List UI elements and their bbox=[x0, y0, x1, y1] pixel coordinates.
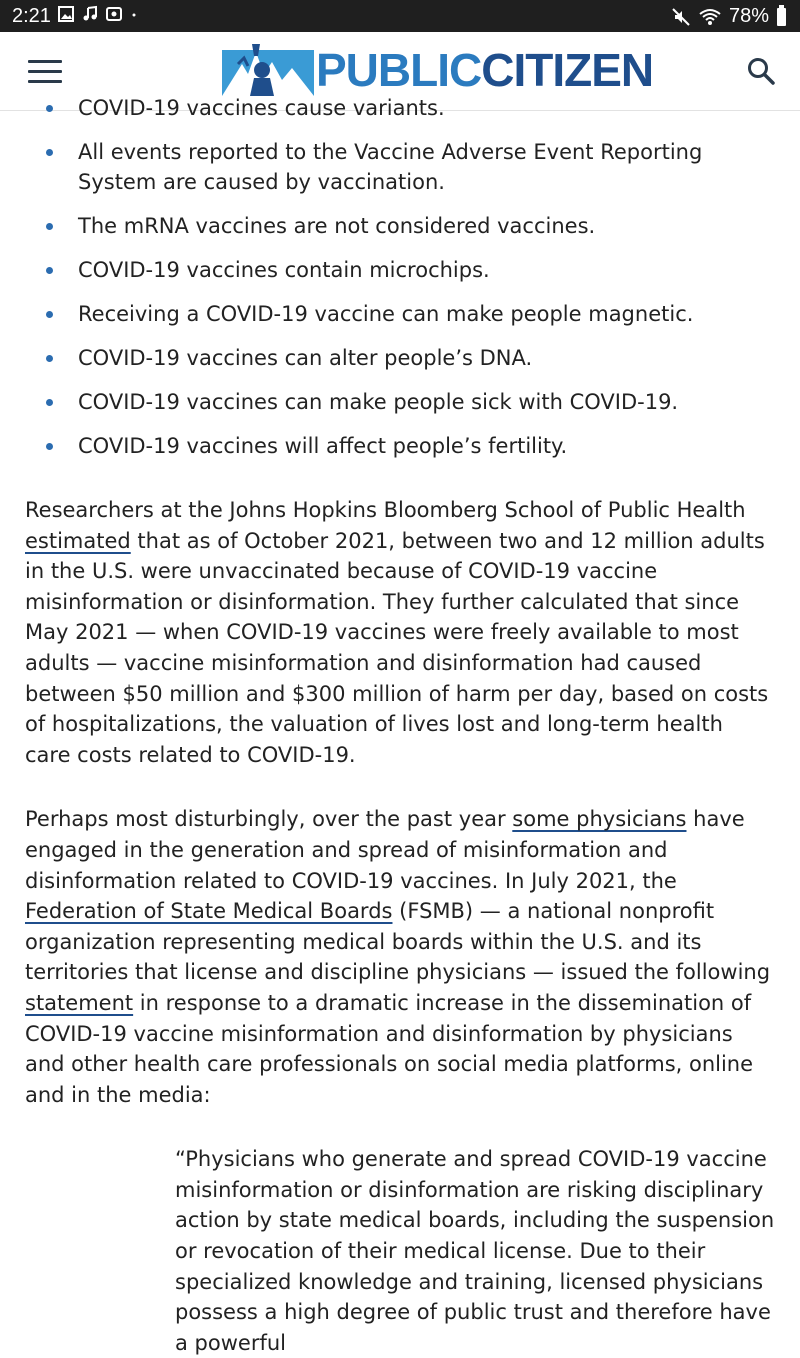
cast-icon bbox=[106, 6, 122, 22]
image-icon bbox=[58, 6, 74, 22]
text-segment: that as of October 2021, between two and 12 million adults in the U.S. were unvaccinated because of COVID-19 vaccine misinformation or disinformation. They further calculated that since May 2021 — when COVID-19 vaccines were freely available to most adults — vaccine misinformation and disinformation had caused between $50 million and $300 million of harm per day, based on costs of hospitalizations, the valuation of lives lost and long-term health care costs related to COVID-19. bbox=[25, 528, 769, 767]
status-time: 2:21 bbox=[12, 5, 51, 27]
logo-text bbox=[316, 44, 653, 96]
link-fsmb[interactable]: Federation of State Medical Boards bbox=[25, 899, 393, 924]
link-statement[interactable]: statement bbox=[25, 990, 134, 1015]
battery-icon bbox=[777, 8, 786, 26]
fsmb-quote: “Physicians who generate and spread COVID-19 vaccine misinformation or disinformation are risking disciplinary action by state medical boards, including the suspension or revocation of their medical license. Due to their specialized knowledge and training, licensed physicians possess a high degree of public trust and therefore have a powerful bbox=[175, 1147, 775, 1355]
menu-icon-bar bbox=[28, 60, 62, 63]
article-content bbox=[0, 96, 800, 1355]
bullet-icon bbox=[46, 105, 53, 112]
bullet-icon bbox=[46, 399, 53, 406]
list-item-text: COVID-19 vaccines can alter people’s DNA. bbox=[78, 346, 533, 370]
bullet-icon bbox=[46, 267, 53, 274]
text-segment: Researchers at the Johns Hopkins Bloomberg School of Public Health bbox=[25, 498, 746, 522]
bullet-icon bbox=[46, 223, 53, 230]
statue-of-liberty-icon bbox=[222, 44, 314, 96]
link-some-physicians[interactable]: some physicians bbox=[512, 807, 687, 832]
text-segment: in response to a dramatic increase in the dissemination of COVID-19 vaccine misinformation and disinformation by physicians and other health care professionals on social media platforms, online and in the media: bbox=[25, 990, 754, 1107]
menu-icon-bar bbox=[28, 70, 62, 73]
list-item bbox=[0, 211, 800, 241]
mute-icon bbox=[671, 7, 691, 27]
bullet-icon bbox=[46, 443, 53, 450]
list-item-text: Receiving a COVID-19 vaccine can make people magnetic. bbox=[78, 302, 694, 326]
bullet-icon bbox=[46, 355, 53, 362]
wifi-icon bbox=[699, 7, 721, 27]
bullet-icon bbox=[46, 149, 53, 156]
status-icons-left bbox=[58, 6, 138, 22]
public-citizen-logo[interactable] bbox=[222, 44, 653, 96]
menu-icon-bar bbox=[28, 80, 62, 83]
status-icons-right bbox=[671, 5, 786, 28]
list-item-text: All events reported to the Vaccine Adverse Event Reporting System are caused by vaccination. bbox=[78, 140, 703, 194]
list-item-text: COVID-19 vaccines cause variants. bbox=[78, 96, 445, 120]
list-item-text: The mRNA vaccines are not considered vaccines. bbox=[78, 214, 596, 238]
logo-public: PUBLIC bbox=[316, 44, 482, 96]
list-item bbox=[0, 431, 800, 461]
music-icon bbox=[82, 6, 98, 22]
list-item bbox=[0, 137, 800, 197]
list-item bbox=[0, 343, 800, 373]
battery-percent: 78% bbox=[728, 5, 769, 27]
link-estimated[interactable]: estimated bbox=[25, 528, 131, 553]
list-item bbox=[0, 299, 800, 329]
list-item-text: COVID-19 vaccines can make people sick with COVID-19. bbox=[78, 390, 679, 414]
status-bar bbox=[0, 0, 800, 32]
list-item-text: COVID-19 vaccines contain microchips. bbox=[78, 258, 490, 282]
text-segment: (FSMB) — a national nonprofit organization representing medical boards within the U.S. and its territories that license and discipline physicians — issued the following bbox=[25, 899, 771, 985]
paragraph-physicians bbox=[0, 804, 800, 1110]
menu-button[interactable] bbox=[28, 60, 62, 84]
list-item bbox=[0, 387, 800, 417]
misinformation-list bbox=[0, 93, 800, 461]
bullet-icon bbox=[46, 311, 53, 318]
text-segment: Perhaps most disturbingly, over the past year bbox=[25, 807, 513, 832]
list-item-text: COVID-19 vaccines will affect people’s fertility. bbox=[78, 434, 568, 458]
logo-citizen: CITIZEN bbox=[481, 44, 654, 96]
search-icon[interactable] bbox=[746, 56, 776, 86]
text-segment: have engaged in the generation and spread of misinformation and disinformation related to COVID-19 vaccines. In July 2021, the bbox=[25, 807, 745, 893]
list-item bbox=[0, 93, 800, 123]
list-item bbox=[0, 255, 800, 285]
paragraph-johns-hopkins bbox=[0, 495, 800, 770]
dot-icon bbox=[130, 6, 138, 22]
